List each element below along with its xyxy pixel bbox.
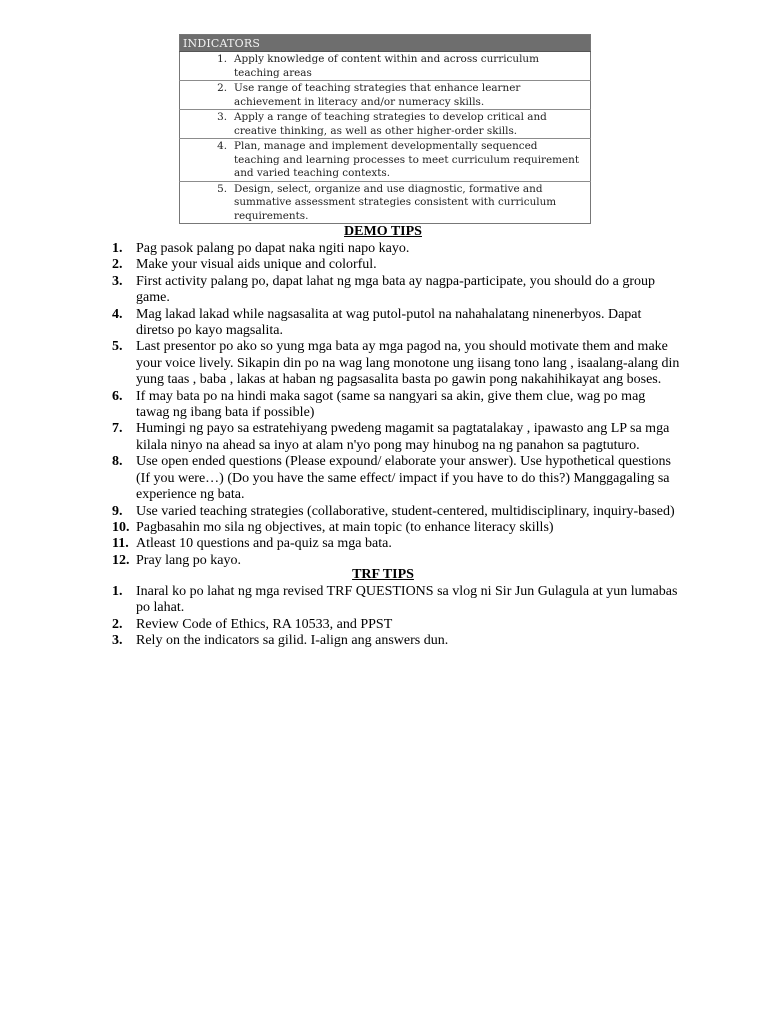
indicator-row	[180, 139, 591, 182]
indicator-row	[180, 110, 591, 139]
indicator-number: 2.	[180, 81, 235, 110]
list-item-number: 3.	[112, 633, 123, 649]
list-item-text: Use open ended questions (Please expound/ elaborate your answer). Use hypothetical questions (If you were…) (Do you have the same effect/ impact if you have to do this?) Manggagaling sa experience ng bata.	[136, 454, 671, 503]
list-item-text: Atleast 10 questions and pa-quiz sa mga bata.	[136, 536, 392, 552]
list-item-text: Inaral ko po lahat ng mga revised TRF QUESTIONS sa vlog ni Sir Jun Gulagula at yun lumabas po lahat.	[136, 584, 678, 616]
list-item-number: 11.	[112, 536, 129, 552]
indicator-number: 4.	[180, 139, 235, 182]
list-item	[112, 504, 682, 520]
list-item-number: 2.	[112, 257, 123, 273]
list-item	[112, 339, 682, 388]
list-item-text: Last presentor po ako so yung mga bata ay mga pagod na, you should motivate them and make your voice lively. Sikapin din po na wag lang monotone ung iisang tono lang , isaalang-alang din yung taas , baba , lakas at haban ng pagsasalita basta po gawin pong nakahihikayat ang boses.	[136, 339, 680, 388]
list-item	[112, 274, 682, 307]
list-item-text: If may bata po na hindi maka sagot (same sa nangyari sa akin, give them clue, wag po mag tawag ng ibang bata if possible)	[136, 388, 646, 421]
demo-tips-heading: DEMO TIPS	[344, 224, 422, 239]
indicator-text: Apply a range of teaching strategies to develop critical and creative thinking, as well as other higher-order skills.	[234, 110, 591, 139]
demo-tips-list	[112, 241, 682, 569]
list-item	[112, 241, 682, 257]
indicator-text: Use range of teaching strategies that enhance learner achievement in literacy and/or numeracy skills.	[234, 81, 591, 110]
list-item	[112, 584, 682, 617]
list-item-text: Make your visual aids unique and colorful.	[136, 257, 377, 273]
list-item	[112, 520, 682, 536]
list-item-number: 5.	[112, 339, 123, 355]
list-item-number: 1.	[112, 584, 123, 599]
list-item-number: 6.	[112, 388, 123, 404]
list-item	[112, 307, 682, 340]
list-item-number: 4.	[112, 306, 123, 322]
indicator-text: Design, select, organize and use diagnostic, formative and summative assessment strategies consistent with curriculum requirements.	[234, 181, 591, 224]
indicator-number: 5.	[180, 181, 235, 224]
indicators-header: INDICATORS	[180, 35, 591, 52]
list-item-number: 7.	[112, 421, 123, 437]
trf-tips-list	[112, 584, 682, 650]
list-item-number: 3.	[112, 273, 123, 289]
list-item-text: Rely on the indicators sa gilid. I-align ang answers dun.	[136, 633, 449, 649]
list-item-text: Review Code of Ethics, RA 10533, and PPST	[136, 616, 393, 632]
indicator-text: Plan, manage and implement developmentally sequenced teaching and learning processes to meet curriculum requirement and varied teaching contexts.	[234, 139, 591, 182]
list-item-number: 9.	[112, 503, 123, 519]
list-item	[112, 421, 682, 454]
list-item-number: 1.	[112, 241, 123, 256]
list-item	[112, 633, 682, 649]
list-item-number: 8.	[112, 454, 123, 470]
indicator-row	[180, 81, 591, 110]
list-item	[112, 454, 682, 503]
indicator-text: Apply knowledge of content within and across curriculum teaching areas	[234, 52, 591, 81]
indicator-row	[180, 52, 591, 81]
indicators-table	[179, 34, 591, 224]
list-item-number: 10.	[112, 519, 130, 535]
list-item-text: Pray lang po kayo.	[136, 552, 241, 568]
list-item-text: Pagbasahin mo sila ng objectives, at main topic (to enhance literacy skills)	[136, 519, 554, 535]
list-item-text: Humingi ng payo sa estratehiyang pwedeng magamit sa pagtatalakay , ipawasto ang LP sa mga kilala ninyo na ahead sa inyo at alam n'yo pong may hinubog na ng panahon sa pagtuturo.	[136, 421, 670, 453]
list-item	[112, 257, 682, 273]
indicator-row	[180, 181, 591, 224]
trf-tips-heading: TRF TIPS	[352, 567, 414, 582]
indicator-number: 1.	[180, 52, 235, 81]
list-item-text: Mag lakad lakad while nagsasalita at wag putol-putol na nahahalatang ninenerbyos. Dapat diretso po kayo magsalita.	[136, 306, 642, 339]
indicators-header-row	[180, 35, 591, 52]
list-item	[112, 617, 682, 633]
indicator-number: 3.	[180, 110, 235, 139]
list-item-text: Use varied teaching strategies (collaborative, student-centered, multidisciplinary, inquiry-based)	[136, 503, 675, 519]
list-item-text: Pag pasok palang po dapat naka ngiti napo kayo.	[136, 241, 410, 256]
list-item	[112, 536, 682, 552]
list-item	[112, 389, 682, 422]
list-item-text: First activity palang po, dapat lahat ng mga bata ay nagpa-participate, you should do a group game.	[136, 273, 656, 306]
list-item-number: 12.	[112, 552, 130, 568]
list-item-number: 2.	[112, 616, 123, 632]
